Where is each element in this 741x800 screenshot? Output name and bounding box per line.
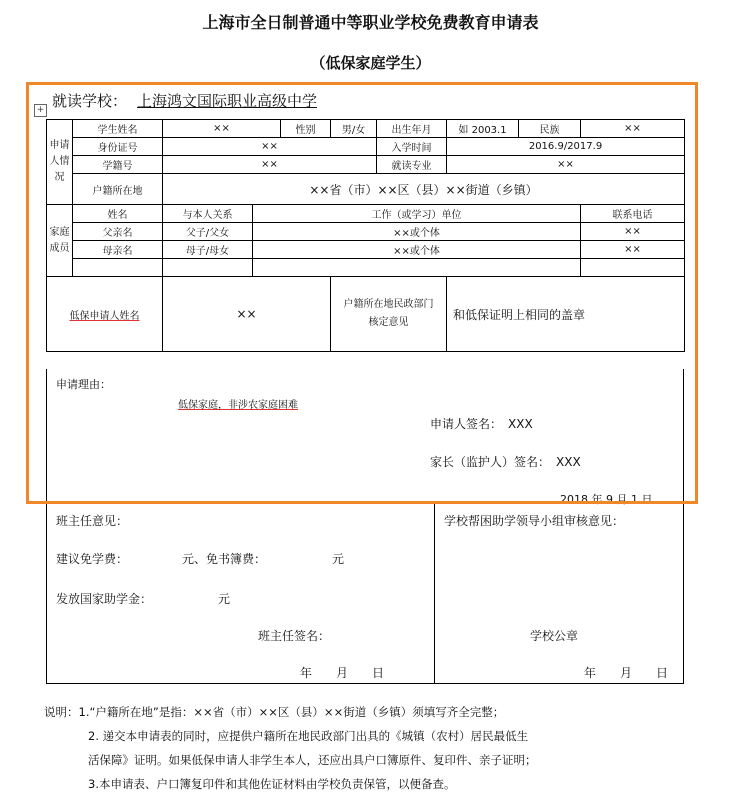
family-cell[interactable]: ×× (581, 241, 685, 259)
review-divider (434, 504, 435, 684)
birth-label: 出生年月 (377, 120, 447, 138)
enroll-label: 入学时间 (377, 138, 447, 156)
hukou-label: 户籍所在地 (73, 174, 163, 205)
ethnic-label: 民族 (519, 120, 581, 138)
major-label: 就读专业 (377, 156, 447, 174)
guardian-signature: 家长（监护人）签名： XXX (430, 455, 581, 469)
family-header-relation: 与本人关系 (163, 205, 253, 223)
family-cell[interactable]: 母亲名 (73, 241, 163, 259)
family-cell[interactable]: 母子/母女 (163, 241, 253, 259)
id-label: 身份证号 (73, 138, 163, 156)
family-cell[interactable] (73, 259, 163, 277)
student-no-value[interactable]: ×× (163, 156, 377, 174)
note-3: 3.本申请表、户口簿复印件和其他佐证材料由学校负责保管，以便备查。 (88, 777, 456, 791)
name-label: 学生姓名 (73, 120, 163, 138)
school-review-label: 学校帮困助学领导小组审核意见： (444, 514, 625, 528)
form-subtitle: （低保家庭学生） (310, 54, 431, 72)
enroll-value[interactable]: 2016.9/2017.9 (447, 138, 685, 156)
reason-box[interactable] (46, 369, 684, 504)
table-move-icon[interactable]: + (34, 104, 47, 117)
id-value[interactable]: ×× (163, 138, 377, 156)
family-header-name: 姓名 (73, 205, 163, 223)
reason-label: 申请理由： (56, 378, 111, 391)
note-1: 说明：1.“户籍所在地”是指：××省（市）××区（县）××街道（乡镇）须填写齐全完整； (44, 705, 505, 719)
reason-text: 低保家庭，非涉农家庭困难 (178, 400, 298, 411)
fee-line: 建议免学费： 元、免书簿费： 元 (56, 552, 345, 566)
family-cell[interactable]: 父子/父女 (163, 223, 253, 241)
gender-value[interactable]: 男/女 (331, 120, 377, 138)
family-section-label: 家庭成员 (47, 205, 73, 277)
applicant-section-label: 申请人情况 (47, 120, 73, 205)
family-cell[interactable] (253, 259, 581, 277)
teacher-opinion-label: 班主任意见： (56, 514, 129, 528)
family-cell[interactable]: 父亲名 (73, 223, 163, 241)
name-value[interactable]: ×× (163, 120, 281, 138)
birth-value[interactable]: 如 2003.1 (447, 120, 519, 138)
student-no-label: 学籍号 (73, 156, 163, 174)
dibao-name-label: 低保申请人姓名 (47, 277, 163, 352)
family-header-work: 工作（或学习）单位 (253, 205, 581, 223)
family-header-phone: 联系电话 (581, 205, 685, 223)
form-title: 上海市全日制普通中等职业学校免费教育申请表 (202, 13, 539, 32)
review-value[interactable]: 和低保证明上相同的盖章 (447, 277, 685, 352)
ethnic-value[interactable]: ×× (581, 120, 685, 138)
school-seal: 学校公章 (530, 629, 579, 643)
family-cell[interactable]: ××或个体 (253, 241, 581, 259)
teacher-signature: 班主任签名： (258, 629, 331, 643)
school-name: 上海鸿文国际职业高级中学 (137, 92, 318, 110)
review-label: 户籍所在地民政部门核定意见 (331, 277, 447, 352)
teacher-date: 年 月 日 (300, 666, 385, 680)
hukou-value[interactable]: ××省（市）××区（县）××街道（乡镇） (163, 174, 685, 205)
family-cell[interactable]: ××或个体 (253, 223, 581, 241)
dibao-name-value[interactable]: ×× (163, 277, 331, 352)
note-2a: 2. 递交本申请表的同时，应提供户籍所在地民政部门出具的《城镇（农村）居民最低生 (88, 729, 529, 743)
family-cell[interactable] (581, 259, 685, 277)
major-value[interactable]: ×× (447, 156, 685, 174)
applicant-signature: 申请人签名： XXX (430, 417, 533, 431)
notes (44, 700, 537, 796)
application-table (46, 119, 685, 352)
table-row (47, 241, 685, 259)
family-cell[interactable] (163, 259, 253, 277)
gender-label: 性别 (281, 120, 331, 138)
school-date: 年 月 日 (584, 666, 669, 680)
grant-line: 发放国家助学金： 元 (56, 592, 231, 606)
school-line (52, 90, 317, 111)
table-row (47, 259, 685, 277)
note-2b: 活保障》证明。如果低保申请人非学生本人，还应出具户口簿原件、复印件、亲子证明； (88, 753, 537, 767)
family-cell[interactable]: ×× (581, 223, 685, 241)
application-date: 2018 年 9 月 1 日 (560, 493, 653, 506)
table-row (47, 223, 685, 241)
school-label: 就读学校： (52, 92, 128, 110)
